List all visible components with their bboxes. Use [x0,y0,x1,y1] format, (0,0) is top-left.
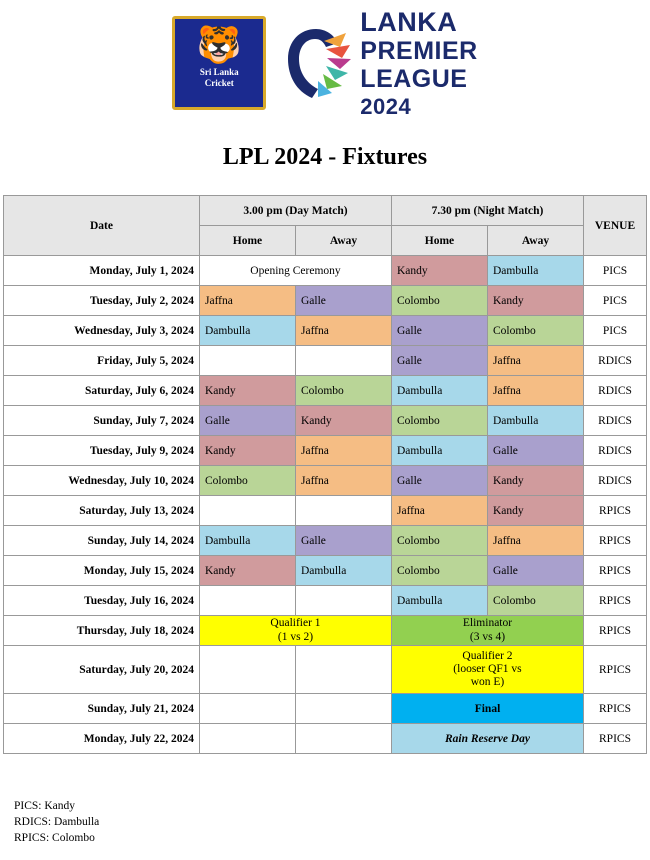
fixture-venue: RDICS [584,376,647,406]
legend-item-pics: PICS: Kandy [14,800,76,812]
fixture-venue: RDICS [584,406,647,436]
fixture-day-away: Dambulla [295,556,391,586]
fixture-night-away: Colombo [487,316,583,346]
fixture-date: Sunday, July 14, 2024 [3,526,199,556]
table-row [3,556,646,586]
fixture-night-home: Dambulla [391,376,487,406]
slc-logo-line1: Sri Lanka [199,67,239,77]
fixture-day-away: Colombo [295,376,391,406]
lpl-lion-head-icon [280,23,354,103]
fixture-date: Monday, July 1, 2024 [3,256,199,286]
fixture-night-away: Jaffna [487,346,583,376]
fixture-night-match: Final [391,694,583,724]
fixture-day-home [199,694,295,724]
fixture-venue: RDICS [584,466,647,496]
fixture-night-home: Jaffna [391,496,487,526]
sri-lanka-cricket-logo [172,16,266,110]
fixture-day-away: Galle [295,286,391,316]
fixture-day-home: Dambulla [199,526,295,556]
header-day-match: 3.00 pm (Day Match) [199,196,391,226]
fixture-date: Saturday, July 20, 2024 [3,646,199,694]
fixture-night-match-line-3: won E) [470,676,505,689]
fixture-night-home: Galle [391,316,487,346]
fixture-day-home [199,346,295,376]
fixture-day-away: Jaffna [295,466,391,496]
lpl-logo [280,6,478,119]
table-row [3,586,646,616]
fixture-night-away: Dambulla [487,256,583,286]
fixtures-table [3,195,647,754]
fixture-night-away: Colombo [487,586,583,616]
header-night-home: Home [391,226,487,256]
fixture-date: Tuesday, July 2, 2024 [3,286,199,316]
table-row [3,436,646,466]
header-day-away: Away [295,226,391,256]
lpl-word-year: 2024 [360,93,412,119]
fixture-night-away: Galle [487,556,583,586]
fixture-venue: RPICS [584,724,647,754]
fixture-day-home: Kandy [199,556,295,586]
fixture-day-home: Jaffna [199,286,295,316]
fixture-night-away: Jaffna [487,376,583,406]
fixture-night-home: Kandy [391,256,487,286]
lpl-word-premier: PREMIER [360,36,478,65]
fixture-day-match [199,616,391,646]
table-row [3,616,646,646]
sri-lanka-cricket-lion-icon: 🐯 [196,25,242,65]
fixture-date: Monday, July 22, 2024 [3,724,199,754]
table-row [3,376,646,406]
lpl-wordmark [360,6,478,119]
fixture-day-away: Jaffna [295,316,391,346]
fixture-night-match [391,616,583,646]
header-night-match: 7.30 pm (Night Match) [391,196,583,226]
fixture-night-match-line-1: Qualifier 2 [462,649,513,662]
fixture-venue: RPICS [584,556,647,586]
fixture-day-away [295,586,391,616]
fixture-night-home: Colombo [391,406,487,436]
fixture-venue: RDICS [584,346,647,376]
lpl-word-lanka: LANKA [360,6,458,37]
fixture-day-home: Dambulla [199,316,295,346]
fixture-venue: PICS [584,286,647,316]
table-row [3,286,646,316]
fixture-day-home: Kandy [199,376,295,406]
fixture-venue: RPICS [584,616,647,646]
legend-item-rdics: RDICS: Dambulla [14,816,100,828]
table-row [3,646,646,694]
lpl-word-league: LEAGUE [360,64,468,93]
fixture-date: Thursday, July 18, 2024 [3,616,199,646]
table-header-row-1 [3,196,646,226]
fixture-date: Tuesday, July 9, 2024 [3,436,199,466]
fixture-day-away [295,346,391,376]
slc-logo-line2: Cricket [204,78,234,88]
fixture-date: Wednesday, July 10, 2024 [3,466,199,496]
fixture-night-away: Dambulla [487,406,583,436]
fixture-night-home: Colombo [391,556,487,586]
fixture-night-match-line-1: Eliminator [462,617,513,630]
fixture-day-match: Opening Ceremony [199,256,391,286]
fixture-night-home: Colombo [391,286,487,316]
page-title: LPL 2024 - Fixtures [222,144,428,170]
fixture-day-away: Kandy [295,406,391,436]
header-day-home: Home [199,226,295,256]
fixture-venue: RPICS [584,694,647,724]
legend-item-rpics: RPICS: Colombo [14,832,95,844]
fixture-night-home: Dambulla [391,586,487,616]
fixture-night-home: Dambulla [391,436,487,466]
fixture-day-home: Colombo [199,466,295,496]
fixture-night-home: Galle [391,466,487,496]
fixture-date: Sunday, July 7, 2024 [3,406,199,436]
table-row [3,316,646,346]
header-date: Date [3,196,199,256]
fixture-night-away: Kandy [487,466,583,496]
fixture-venue: RPICS [584,646,647,694]
fixture-night-away: Jaffna [487,526,583,556]
fixture-date: Tuesday, July 16, 2024 [3,586,199,616]
fixture-venue: PICS [584,256,647,286]
fixture-date: Saturday, July 13, 2024 [3,496,199,526]
fixture-date: Sunday, July 21, 2024 [3,694,199,724]
fixture-day-away [295,646,391,694]
fixture-venue: RPICS [584,496,647,526]
fixture-day-away: Jaffna [295,436,391,466]
fixture-night-match [391,646,583,694]
fixture-night-home: Colombo [391,526,487,556]
table-row [3,724,646,754]
fixture-night-away: Kandy [487,286,583,316]
venue-legend [14,798,99,846]
table-row [3,694,646,724]
fixture-date: Wednesday, July 3, 2024 [3,316,199,346]
fixture-day-away [295,694,391,724]
table-header [3,196,646,256]
fixture-venue: RPICS [584,586,647,616]
header-venue: VENUE [584,196,647,256]
fixture-date: Saturday, July 6, 2024 [3,376,199,406]
table-row [3,496,646,526]
fixture-day-home [199,646,295,694]
fixture-night-away: Galle [487,436,583,466]
fixture-day-home [199,724,295,754]
fixture-day-away [295,496,391,526]
fixture-day-match-line-2: (1 vs 2) [277,630,314,643]
fixture-venue: RPICS [584,526,647,556]
table-row [3,466,646,496]
header-night-away: Away [487,226,583,256]
fixture-venue: PICS [584,316,647,346]
table-row [3,256,646,286]
fixture-date: Monday, July 15, 2024 [3,556,199,586]
fixture-venue: RDICS [584,436,647,466]
table-row [3,346,646,376]
fixture-day-home [199,586,295,616]
header-logos [0,0,650,119]
fixture-date: Friday, July 5, 2024 [3,346,199,376]
table-body [3,256,646,754]
fixture-night-home: Galle [391,346,487,376]
table-row [3,526,646,556]
fixture-day-match-line-1: Qualifier 1 [270,617,321,630]
table-row [3,406,646,436]
fixture-night-match-line-2: (3 vs 4) [469,630,506,643]
fixture-night-away: Kandy [487,496,583,526]
fixture-night-match: Rain Reserve Day [391,724,583,754]
fixture-day-away [295,724,391,754]
fixture-day-home: Galle [199,406,295,436]
fixture-day-home [199,496,295,526]
fixture-night-match-line-2: (looser QF1 vs [453,662,522,675]
fixture-day-home: Kandy [199,436,295,466]
fixture-day-away: Galle [295,526,391,556]
